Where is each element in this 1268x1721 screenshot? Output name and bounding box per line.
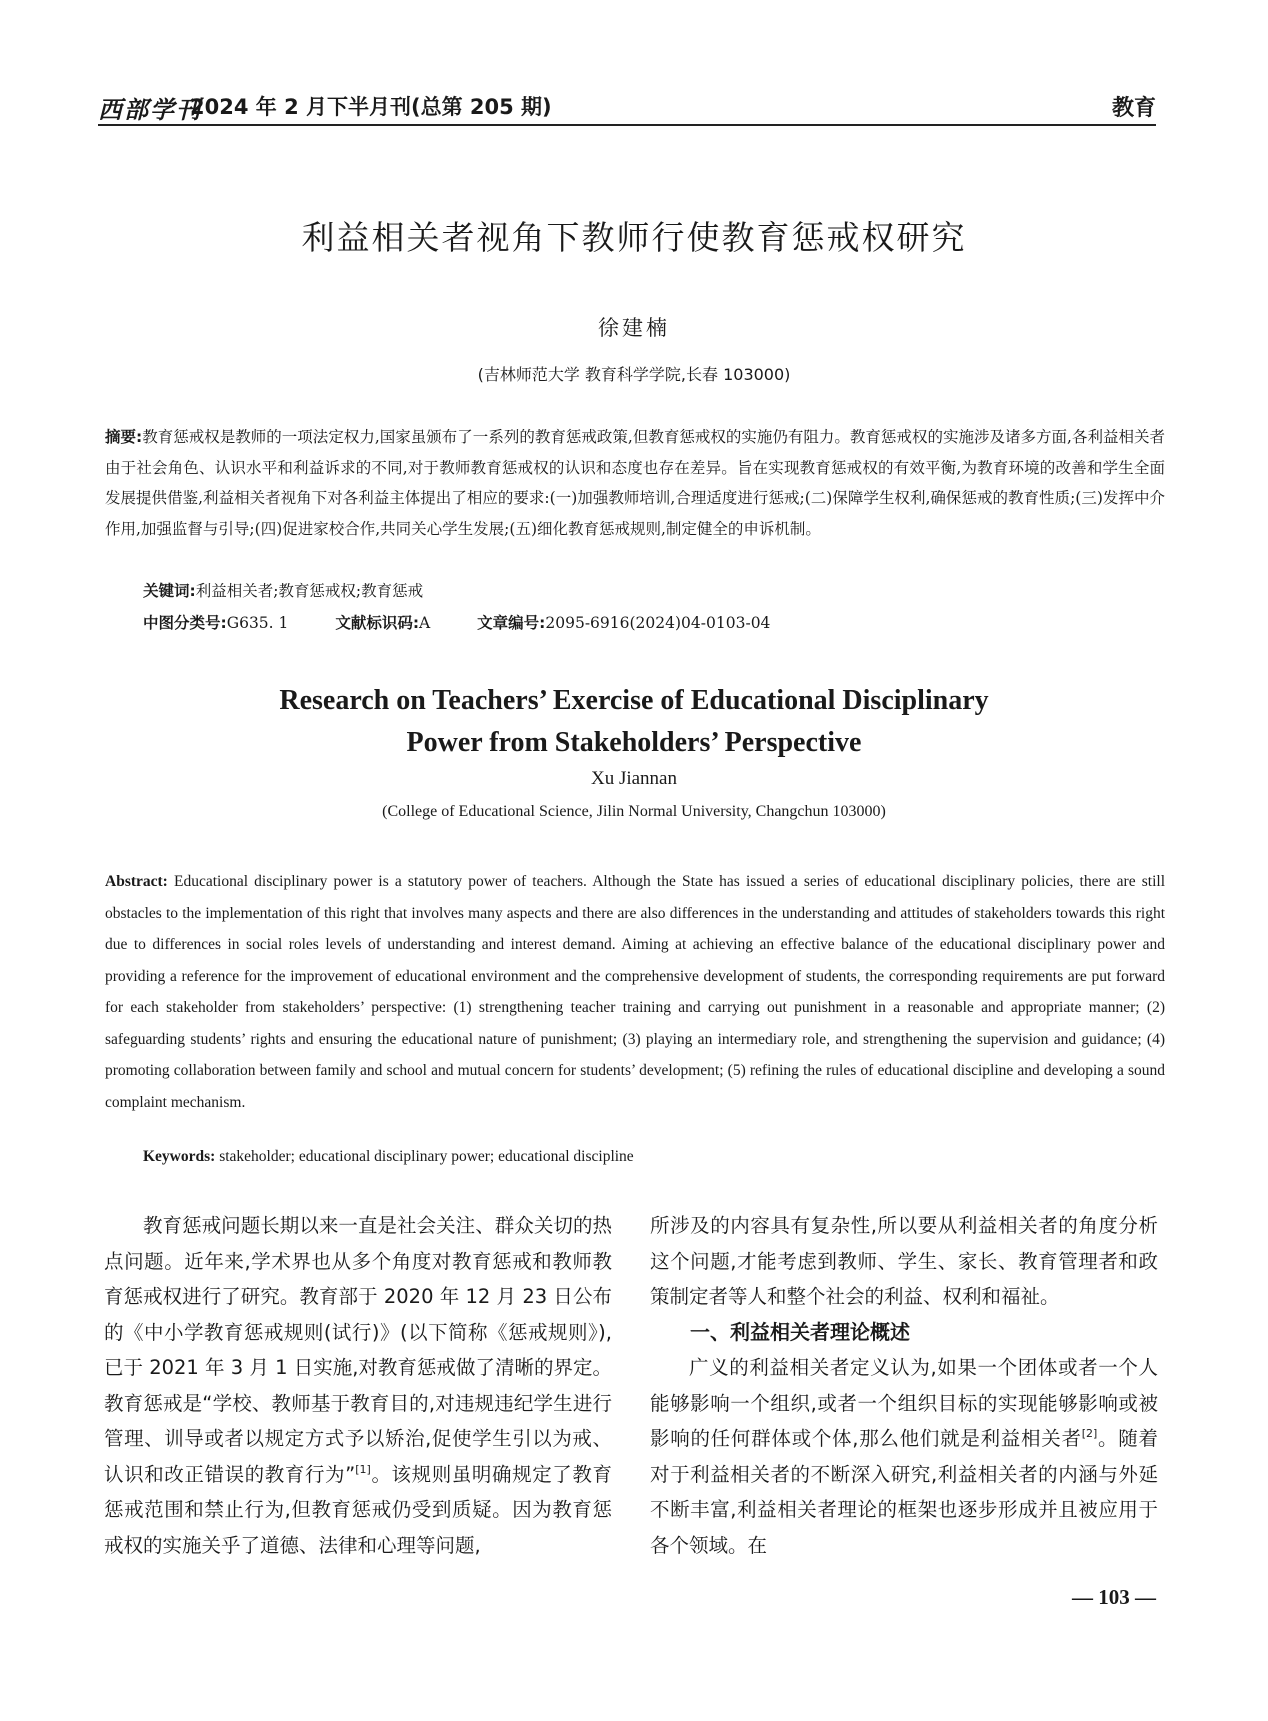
chinese-abstract <box>105 422 1165 544</box>
stakeholder-theory-paragraph: 广义的利益相关者定义认为,如果一个团体或者一个人能够影响一个组织,或者一个组织目标的实现能够影响或被影响的任何群体或个体,那么他们就是利益相关者[2]。随着对于利益相关者的不断深入研究,利益相关者的内涵与外延不断丰富,利益相关者理论的框架也逐步形成并且被应用于各个领域。在 <box>650 1356 1158 1557</box>
intro-paragraph-continued: 所涉及的内容具有复杂性,所以要从利益相关者的角度分析这个问题,才能考虑到教师、学生、家长、教育管理者和政策制定者等人和整个社会的利益、权利和福祉。 <box>650 1214 1158 1308</box>
english-affiliation: (College of Educational Science, Jilin Normal University, Changchun 103000) <box>382 803 886 820</box>
chinese-keywords <box>143 579 423 601</box>
doc-code-item: 文献标识码:A <box>335 614 431 632</box>
chinese-title: 利益相关者视角下教师行使教育惩戒权研究 <box>301 218 967 257</box>
chinese-keywords-text: 利益相关者;教育惩戒权;教育惩戒 <box>195 582 424 600</box>
english-author: Xu Jiannan <box>590 768 677 789</box>
english-keywords <box>143 1148 634 1166</box>
english-title <box>0 680 1268 764</box>
classification-meta <box>143 611 812 633</box>
english-abstract-label: Abstract: <box>105 873 168 890</box>
english-title-line1: Research on Teachers’ Exercise of Educational Disciplinary <box>279 685 989 716</box>
intro-paragraph: 教育惩戒问题长期以来一直是社会关注、群众关切的热点问题。近年来,学术界也从多个角度对教育惩戒和教师教育惩戒权进行了研究。教育部于 2020 年 12 月 23 日公布的《中小学教育惩戒规则(试行)》(以下简称《惩戒规则》),已于 2021 年 3 月 1 日实施,对教育惩戒做了清晰的界定。教育惩戒是“学校、教师基于教育目的,对违规违纪学生进行管理、训导或者以规定方式予以矫治,促使学生引以为戒、认识和改正错误的教育行为”[1]。该规则虽明确规定了教育惩戒范围和禁止行为,但教育惩戒仍受到质疑。因为教育惩戒权的实施关乎了道德、法律和心理等问题, <box>104 1214 612 1557</box>
chinese-abstract-label: 摘要: <box>105 428 143 446</box>
english-title-line2: Power from Stakeholders’ Perspective <box>406 727 862 758</box>
citation-2: [2] <box>1081 1427 1098 1440</box>
chinese-keywords-label: 关键词: <box>143 582 196 600</box>
issue-info: 2024 年 2 月下半月刊(总第 205 期) <box>190 95 552 119</box>
english-abstract <box>105 866 1165 1118</box>
english-keywords-label: Keywords: <box>143 1148 216 1165</box>
chinese-abstract-text: 教育惩戒权是教师的一项法定权力,国家虽颁布了一系列的教育惩戒政策,但教育惩戒权的实施仍有阻力。教育惩戒权的实施涉及诸多方面,各利益相关者由于社会角色、认识水平和利益诉求的不同,对于教师教育惩戒权的认识和态度也存在差异。旨在实现教育惩戒权的有效平衡,为教育环境的改善和学生全面发展提供借鉴,利益相关者视角下对各利益主体提出了相应的要求:(一)加强教师培训,合理适度进行惩戒;(二)保障学生权利,确保惩戒的教育性质;(三)发挥中介作用,加强监督与引导;(四)促进家校合作,共同关心学生发展;(五)细化教育惩戒规则,制定健全的申诉机制。 <box>105 428 1165 538</box>
chinese-affiliation: (吉林师范大学 教育科学学院,长春 103000) <box>477 365 791 384</box>
article-number-item: 文章编号:2095-6916(2024)04-0103-04 <box>477 614 771 632</box>
page-number: — 103 — <box>1072 1585 1156 1609</box>
body-left-column <box>104 1208 612 1563</box>
section-heading-1: 一、利益相关者理论概述 <box>690 1319 910 1344</box>
citation-1: [1] <box>355 1462 371 1476</box>
chinese-author: 徐建楠 <box>598 316 670 340</box>
clc-item: 中图分类号:G635. 1 <box>143 614 289 632</box>
running-header <box>98 88 1156 126</box>
section-name: 教育 <box>1111 96 1156 121</box>
body-right-column <box>650 1208 1158 1563</box>
journal-logo: 西部学刊 <box>98 95 202 124</box>
english-keywords-text: stakeholder; educational disciplinary power; educational discipline <box>219 1148 634 1165</box>
english-abstract-text: Educational disciplinary power is a statutory power of teachers. Although the State has issued a series of educational disciplinary policies, there are still obstacles to the implementation of this right that involves many aspects and there are also differences in the understanding and attitudes of stakeholders towards this right due to differences in social roles levels of understanding and interest demand. Aiming at achieving an effective balance of the educational disciplinary power and providing a reference for the improvement of educational environment and the comprehensive development of students, the corresponding requirements are put forward for each stakeholder from stakeholders’ perspective: (1) strengthening teacher training and carrying out punishment in a reasonable and appropriate manner; (2) safeguarding students’ rights and ensuring the educational nature of punishment; (3) playing an intermediary role, and strengthening the supervision and guidance; (4) promoting collaboration between family and school and mutual concern for students’ development; (5) refining the rules of educational discipline and developing a sound complaint mechanism. <box>105 873 1166 1111</box>
